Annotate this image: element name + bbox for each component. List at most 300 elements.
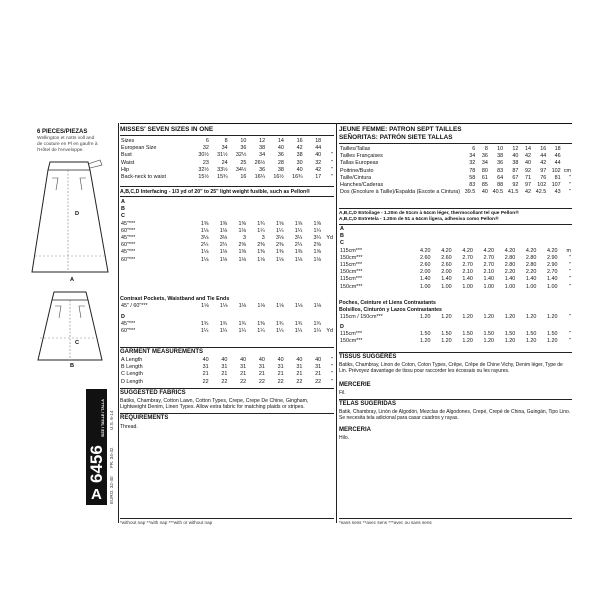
row-label: 115cm***: [340, 276, 363, 283]
en-req-title: REQUIREMENTS: [120, 415, 169, 421]
cell-value: 12: [259, 138, 266, 144]
cell-value: 2⅜: [313, 242, 322, 249]
cell-value: 1⅛: [313, 256, 322, 263]
cell-value: 34½: [235, 166, 247, 173]
cell-value: 22: [221, 378, 228, 385]
table-row: [339, 175, 572, 182]
unit-label: [322, 257, 334, 264]
table-row: [339, 284, 572, 291]
cell-value: 81: [554, 174, 561, 181]
cell-value: 1⅝: [275, 220, 284, 227]
cell-value: 40: [315, 357, 322, 363]
cell-value: 25: [240, 159, 247, 166]
view-heading-row: [339, 226, 572, 233]
cell-value: 36: [481, 153, 488, 160]
cell-value: 22: [315, 378, 322, 385]
cell-value: 2.70: [483, 254, 495, 261]
cell-value: 80: [481, 167, 488, 174]
table-row: [339, 168, 572, 175]
cell-value: 6: [205, 138, 209, 144]
cell-value: 34: [259, 152, 266, 159]
cell-value: 3⅛: [275, 234, 284, 241]
view-label-b: B: [70, 363, 75, 369]
cell-value: 1.50: [504, 331, 516, 338]
fr-foot-rule: [339, 518, 572, 519]
cell-value: 1⅛: [200, 249, 209, 256]
cell-value: 2.80: [525, 261, 537, 268]
row-label: Tallas Europeas: [340, 160, 379, 167]
cell-value: 38: [259, 145, 266, 152]
cell-value: 38: [497, 153, 504, 160]
view-heading-row: [120, 314, 334, 321]
unit-label: ": [569, 254, 571, 261]
row-label: Taille/Cintura: [340, 174, 372, 181]
en-sizes-rule: [120, 186, 334, 187]
cell-value: 2.60: [441, 261, 452, 268]
row-label: 115cm / 150cm***: [340, 314, 383, 320]
cell-value: 8: [484, 146, 488, 152]
es-entretela-title: A,B,C,D Entretela - 1.20m de 51 a 64cm ligera, adhesiva como Pellon®: [339, 217, 499, 222]
cell-value: 88: [497, 181, 504, 188]
es-title: SEÑORITAS: PATRÓN SIETE TALLAS: [339, 134, 453, 141]
cell-value: 1⅛: [276, 303, 284, 309]
cell-value: 4.20: [504, 247, 516, 254]
cell-value: 30½: [198, 152, 209, 159]
cell-value: 18: [554, 146, 561, 152]
view-heading-row: [120, 206, 334, 213]
cell-value: 1⅜: [200, 220, 209, 227]
view-heading-row: [339, 233, 572, 240]
cell-value: 16: [296, 138, 303, 144]
cell-value: 1⅝: [313, 220, 322, 227]
unit-label: [322, 145, 334, 152]
cell-value: 1.20: [547, 314, 558, 320]
cell-value: 10: [497, 146, 504, 152]
unit-label: m: [566, 247, 571, 254]
view-heading-row: [339, 240, 572, 247]
cell-value: 97: [525, 181, 531, 188]
table-row: [339, 262, 572, 269]
cell-value: 1⅛: [257, 256, 265, 263]
cell-value: 83: [497, 167, 504, 174]
cell-value: 1.50: [525, 331, 537, 338]
cell-value: 42: [315, 166, 322, 173]
unit-label: ": [331, 173, 333, 180]
pattern-number: 6456: [87, 445, 106, 483]
en-footnote: *without nap **with nap ***with or without nap: [120, 520, 213, 525]
table-row: [120, 371, 334, 378]
row-label: 45"***: [121, 249, 136, 256]
cell-value: 2.80: [504, 254, 516, 261]
cell-value: 1.20: [504, 314, 516, 320]
cell-value: 2.70: [547, 269, 558, 276]
cell-value: 1.20: [462, 338, 473, 345]
cell-value: 1.50: [547, 331, 558, 338]
row-label: 60"***: [121, 242, 136, 249]
cell-value: 1¼: [294, 227, 303, 234]
row-label: Tailles/Tallas: [340, 146, 371, 152]
cell-value: 2¼: [200, 242, 209, 249]
table-row: [120, 221, 334, 228]
view-label-a: A: [70, 277, 75, 283]
cell-value: 1.40: [441, 276, 452, 283]
cell-value: 78: [469, 167, 476, 174]
table-row: [120, 249, 334, 256]
cell-value: 36: [277, 152, 284, 159]
cell-value: 58: [469, 174, 476, 181]
cell-value: 1⅛: [257, 303, 265, 309]
cell-value: 1.40: [547, 276, 558, 283]
cell-value: 1⅛: [275, 256, 284, 263]
row-label: Hanches/Caderas: [340, 181, 384, 188]
cell-value: 2.60: [420, 254, 431, 261]
cell-value: 1.00: [547, 283, 558, 290]
cell-value: 31: [240, 364, 247, 371]
cell-value: 1⅛: [238, 256, 246, 263]
cell-value: 32: [202, 145, 209, 152]
cell-value: 1¼: [313, 227, 322, 234]
size-badge-letter-box: [86, 485, 107, 505]
unit-label: ": [569, 276, 571, 283]
pieces-note-line3: l'Hôtel de l'enveloppe.: [37, 148, 84, 153]
row-label: 60"***: [121, 256, 136, 263]
cell-value: 34: [469, 153, 476, 160]
unit-label: cm: [563, 167, 571, 174]
cell-value: 21: [258, 371, 265, 378]
cell-value: 2.10: [483, 269, 495, 276]
cell-value: 23: [202, 159, 209, 166]
cell-value: 1¾: [313, 321, 322, 328]
cell-value: 1.40: [525, 276, 537, 283]
cell-value: 1.20: [483, 338, 495, 345]
cell-value: 92: [512, 181, 519, 188]
view-letter: D: [340, 324, 344, 330]
cell-value: 1⅝: [313, 249, 322, 256]
cell-value: 44: [315, 145, 322, 152]
row-label: European Size: [121, 145, 157, 152]
table-row: [120, 138, 334, 145]
cell-value: 87: [512, 167, 519, 174]
fr-title-rule: [339, 143, 572, 144]
cell-value: 38: [296, 152, 303, 159]
cell-value: 22: [277, 378, 284, 385]
cell-value: 3: [242, 234, 246, 241]
cell-value: 21: [240, 371, 247, 378]
cell-value: 18: [315, 138, 322, 144]
cell-value: 36: [259, 166, 266, 173]
cell-value: 40: [481, 189, 488, 196]
cell-value: 2.90: [547, 261, 558, 268]
unit-label: [322, 138, 334, 145]
cell-value: 40: [525, 160, 531, 167]
row-label: 150cm***: [340, 338, 363, 345]
top-rule: [120, 123, 572, 124]
cell-value: 2.20: [504, 269, 516, 276]
cell-value: 22: [202, 378, 209, 385]
cell-value: 1.20: [462, 314, 473, 320]
cell-value: 2¼: [294, 242, 303, 249]
row-label: 150cm***: [340, 254, 363, 261]
cell-value: 1.40: [420, 276, 431, 283]
cell-value: 14: [525, 146, 531, 152]
cell-value: 2.60: [420, 261, 431, 268]
cell-value: 2.80: [504, 261, 516, 268]
cell-value: 34: [481, 160, 488, 167]
unit-label: [322, 242, 334, 249]
unit-label: Yd: [326, 234, 333, 241]
cell-value: 10: [240, 138, 247, 144]
unit-label: ": [331, 357, 333, 363]
en-d-table: [120, 314, 334, 336]
unit-label: ": [331, 166, 333, 173]
table-row: [339, 314, 572, 321]
row-label: 45"***: [121, 220, 136, 227]
en-req-text: Thread.: [120, 424, 138, 430]
table-row: [120, 321, 334, 328]
cell-value: 39.5: [464, 189, 476, 196]
table-row: [339, 160, 572, 167]
es-telas-title: TELAS SUGERIDAS: [339, 401, 397, 407]
cell-value: 1.00: [441, 283, 452, 290]
row-label: 115cm***: [340, 247, 363, 254]
cell-value: 1.20: [525, 314, 537, 320]
badge-size-line: SIZE / TAILLE / TALLA: [101, 399, 105, 437]
left-column-rule: [118, 123, 119, 523]
cell-value: 36: [240, 145, 247, 152]
cell-value: 40: [296, 166, 303, 173]
cell-value: 1¾: [275, 321, 284, 328]
badge-fr: FR. 34-42: [109, 447, 114, 468]
table-row: [120, 152, 334, 159]
cell-value: 40: [258, 357, 265, 363]
en-foot-rule: [120, 518, 334, 519]
cell-value: 4.20: [547, 247, 558, 254]
cell-value: 1⅛: [200, 227, 209, 234]
unit-label: [322, 249, 334, 256]
fr-poches-table: [339, 314, 572, 321]
fr-mercerie-text: Fil.: [339, 390, 346, 396]
view-heading-row: [339, 324, 572, 331]
cell-value: 21: [202, 371, 209, 378]
en-title-rule: [120, 135, 334, 136]
cell-value: 40: [240, 357, 247, 363]
row-label: A Length: [121, 357, 143, 363]
cell-value: 6: [472, 146, 476, 152]
fr-title: JEUNE FEMME: PATRON SEPT TAILLES: [339, 126, 462, 133]
cell-value: 102: [537, 181, 547, 188]
cell-value: 102: [551, 167, 561, 174]
unit-label: [322, 303, 334, 310]
cell-value: 2.10: [462, 269, 473, 276]
unit-label: ": [569, 314, 571, 320]
cell-value: 1.20: [483, 314, 495, 320]
cell-value: 4.20: [420, 247, 431, 254]
cell-value: 34: [221, 145, 228, 152]
en-interfacing-title: A,B,C,D Interfacing - 1/3 yd of 20" to 25" light weight fusible, such as Pellon®: [120, 189, 311, 195]
cell-value: 1.50: [462, 331, 473, 338]
en-fabrics-title: SUGGESTED FABRICS: [120, 390, 186, 396]
en-fabric-table: [120, 199, 334, 264]
unit-label: ": [569, 331, 571, 338]
cell-value: 1.50: [420, 331, 431, 338]
table-row: [339, 276, 572, 283]
unit-label: ": [569, 181, 571, 188]
cell-value: 40.5: [492, 189, 504, 196]
cell-value: 2.00: [420, 269, 431, 276]
en-fabrics-text: Batiks, Chambray, Cotton Lawn, Cotton Types, Crepe, Crepe De Chine, Gingham, Lightweight Denim, Linen Types. Allow extra fabric for matching plaids or stripes.: [120, 398, 309, 411]
row-label: Waist: [121, 159, 135, 166]
unit-label: [322, 228, 334, 235]
unit-label: [562, 153, 572, 160]
row-label: D Length: [121, 378, 143, 385]
row-label: Dos (Encolure à Taille)/Espalda (Escote a Cintura): [340, 189, 461, 196]
fr-mercerie-title: MERCERIE: [339, 382, 371, 388]
cell-value: 40: [221, 357, 228, 363]
row-label: 60"***: [121, 227, 136, 234]
table-row: [120, 174, 334, 181]
row-label: Sizes: [121, 138, 135, 144]
cell-value: 2.60: [441, 254, 452, 261]
cell-value: 1⅜: [238, 220, 246, 227]
unit-label: ": [569, 283, 571, 290]
table-row: [339, 255, 572, 262]
table-row: [120, 160, 334, 167]
table-row: [120, 167, 334, 174]
cell-value: 1¾: [257, 220, 265, 227]
cell-value: 107: [551, 181, 561, 188]
cell-value: 1.00: [525, 283, 537, 290]
row-label: 115cm***: [340, 261, 363, 268]
cell-value: 4.20: [525, 247, 537, 254]
cell-value: 43: [554, 189, 561, 196]
cell-value: 40: [315, 152, 322, 159]
cell-value: 1¼: [294, 328, 303, 335]
fr-d-table: [339, 324, 572, 346]
fr-footnote: *sans sens **avec sens ***avec ou sans sens: [339, 520, 432, 525]
row-label: B Length: [121, 364, 143, 371]
view-label-c: C: [75, 340, 80, 346]
fr-tissus-rule: [339, 352, 572, 353]
cell-value: 1.00: [504, 283, 516, 290]
table-row: [120, 357, 334, 364]
cell-value: 40: [296, 357, 303, 363]
cell-value: 1.20: [420, 314, 431, 320]
cell-value: 32½: [235, 152, 247, 159]
cell-value: 1.40: [483, 276, 495, 283]
cell-value: 1¼: [275, 328, 284, 335]
badge-letter: A: [91, 486, 102, 503]
unit-label: ": [331, 378, 333, 385]
unit-label: [562, 146, 572, 153]
cell-value: 1⅜: [219, 220, 228, 227]
en-req-rule: [120, 413, 334, 414]
cell-value: 1⅜: [238, 249, 246, 256]
cell-value: 1⅛: [294, 303, 303, 309]
cell-value: 31½: [217, 152, 228, 159]
cell-value: 36: [497, 160, 504, 167]
cell-value: 42.5: [535, 189, 547, 196]
unit-label: ": [569, 338, 571, 345]
cell-value: 1.20: [547, 338, 558, 345]
cell-value: 83: [469, 181, 476, 188]
cell-value: 1.00: [483, 283, 495, 290]
cell-value: 2¼: [219, 242, 228, 249]
cell-value: 1⅝: [294, 220, 303, 227]
cell-value: 1¾: [294, 321, 303, 328]
cell-value: 1¾: [238, 321, 246, 328]
cell-value: 85: [481, 181, 488, 188]
cell-value: 2⅜: [257, 242, 265, 249]
row-label: 45"***: [121, 234, 136, 241]
row-label: 115cm***: [340, 331, 363, 338]
en-title: MISSES' SEVEN SIZES IN ONE: [120, 126, 214, 133]
view-letter: B: [340, 233, 344, 240]
cell-value: 3⅛: [200, 234, 209, 241]
cell-value: 1⅛: [219, 227, 228, 234]
en-garment-table: [120, 357, 334, 386]
cell-value: 1¾: [219, 321, 228, 328]
cell-value: 24: [221, 159, 228, 166]
unit-label: [322, 221, 334, 228]
cell-value: 38: [512, 160, 519, 167]
cell-value: 44: [540, 153, 547, 160]
pieces-note-line1: Wellington et notts voll and: [37, 136, 95, 141]
cell-value: 12: [512, 146, 519, 152]
view-heading-row: [120, 199, 334, 206]
cell-value: 1.20: [420, 338, 431, 345]
cell-value: 21: [296, 371, 303, 378]
cell-value: 1.40: [504, 276, 516, 283]
cell-value: 61: [481, 174, 488, 181]
cell-value: 42: [525, 189, 531, 196]
unit-label: ": [331, 371, 333, 378]
cell-value: 2.90: [547, 254, 558, 261]
cell-value: 31: [296, 364, 303, 371]
fr-entoilage-title: A,B,C,D Entoilage - 1.20m de 51cm à 64cm léger, thermocollant tel que Pellon®: [339, 211, 519, 216]
table-row: [339, 146, 572, 153]
en-size-table: [120, 138, 334, 181]
table-row: [120, 257, 334, 264]
cell-value: 4.20: [462, 247, 473, 254]
view-letter: A: [340, 226, 344, 232]
cell-value: 22: [258, 378, 265, 385]
cell-value: 1.00: [420, 283, 431, 290]
cell-value: 1¼: [200, 328, 209, 335]
cell-value: 8: [224, 138, 228, 144]
view-heading-row: [120, 213, 334, 220]
cell-value: 1⅜: [257, 249, 265, 256]
fr-sizes-rule: [339, 208, 572, 209]
table-row: [339, 269, 572, 276]
cell-value: 46: [554, 153, 561, 160]
row-label: 60"***: [121, 328, 136, 335]
cell-value: 42: [540, 160, 547, 167]
unit-label: ": [331, 159, 333, 166]
cell-value: 31: [221, 364, 228, 371]
cell-value: 1⅛: [219, 249, 228, 256]
skirt-line-drawing-b-c: [30, 288, 110, 368]
cell-value: 26½: [254, 159, 266, 166]
unit-label: ": [331, 364, 333, 371]
badge-us: U.S. 6-14: [109, 410, 114, 430]
fr-entoilage-rule: [339, 224, 572, 225]
cell-value: 1¼: [275, 227, 284, 234]
fr-size-table: [339, 146, 572, 196]
cell-value: 64: [497, 174, 504, 181]
cell-value: 14: [277, 138, 284, 144]
table-row: [339, 338, 572, 345]
cell-value: 1.00: [462, 283, 473, 290]
